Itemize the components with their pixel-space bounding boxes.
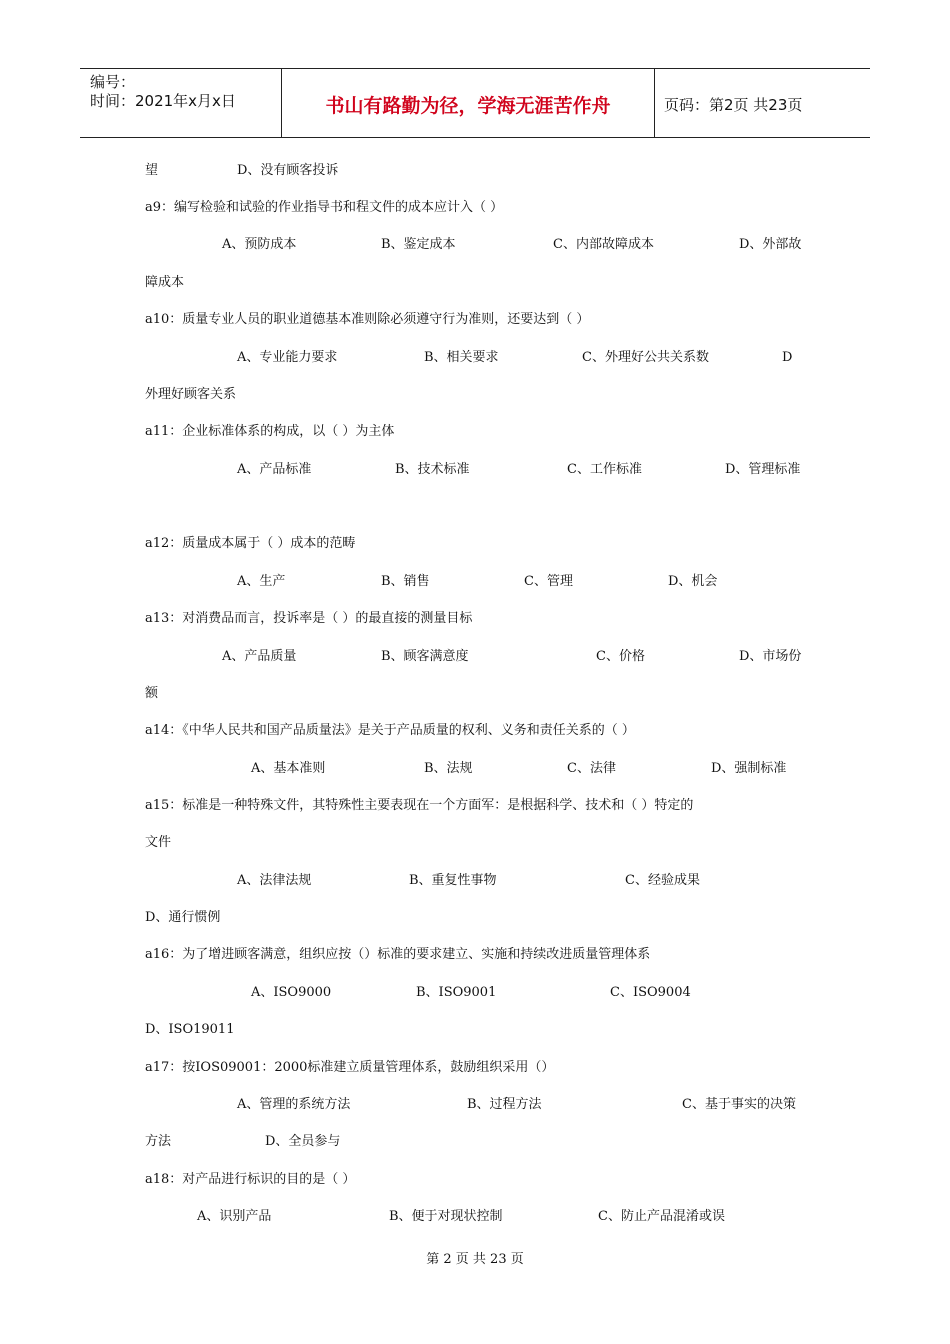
option: A、识别产品 — [197, 1209, 272, 1224]
page-footer: 第 2 页 共 23 页 — [426, 1252, 524, 1267]
option: C、防止产品混淆或误 — [598, 1209, 725, 1224]
question: a14：《中华人民共和国产品质量法》是关于产品质量的权利、义务和责任关系的（ ） — [145, 723, 635, 738]
question: a15：标准是一种特殊文件，其特殊性主要表现在一个方面军：是根据科学、技术和（ ）特定的 — [145, 798, 694, 813]
option: A、ISO9000 — [251, 985, 332, 1000]
text-line: 方法 — [145, 1134, 172, 1149]
option: B、法规 — [424, 761, 473, 776]
option: B、过程方法 — [467, 1097, 542, 1112]
question: a17：按IOS09001：2000标准建立质量管理体系，鼓励组织采用（） — [145, 1060, 555, 1075]
option: D、全员参与 — [265, 1134, 341, 1149]
header-divider — [654, 69, 655, 137]
question: a11：企业标准体系的构成，以（ ）为主体 — [145, 424, 395, 439]
option: B、便于对现状控制 — [389, 1209, 503, 1224]
option: A、预防成本 — [222, 237, 297, 252]
option: B、技术标准 — [395, 462, 470, 477]
option: D、管理标准 — [725, 462, 801, 477]
option: D、强制标准 — [711, 761, 787, 776]
header-page-label: 页码：第2页 共23页 — [664, 96, 803, 114]
option: C、基于事实的决策 — [682, 1097, 796, 1112]
page-header — [80, 68, 870, 138]
option: A、产品质量 — [222, 649, 297, 664]
option: C、经验成果 — [625, 873, 700, 888]
text-line: 望 — [145, 163, 159, 178]
option: A、生产 — [237, 574, 286, 589]
text-line: 外理好顾客关系 — [145, 387, 237, 402]
option: C、ISO9004 — [610, 985, 691, 1000]
text-line: 障成本 — [145, 275, 185, 290]
option: B、鉴定成本 — [381, 237, 456, 252]
option: C、价格 — [596, 649, 645, 664]
option: A、管理的系统方法 — [237, 1097, 351, 1112]
option: C、法律 — [567, 761, 616, 776]
doc-time-label: 时间：2021年x月x日 — [90, 92, 236, 110]
question: a13：对消费品而言，投诉率是（ ）的最直接的测量目标 — [145, 611, 473, 626]
option: A、法律法规 — [237, 873, 312, 888]
option: D、没有顾客投诉 — [237, 163, 339, 178]
option: D — [782, 350, 793, 365]
question: a10：质量专业人员的职业道德基本准则除必须遵守行为准则，还要达到（ ） — [145, 312, 590, 327]
option: D、外部故 — [739, 237, 802, 252]
option: C、工作标准 — [567, 462, 642, 477]
option: B、顾客满意度 — [381, 649, 469, 664]
option: C、管理 — [524, 574, 573, 589]
question: a16：为了增进顾客满意，组织应按（）标准的要求建立、实施和持续改进质量管理体系 — [145, 947, 651, 962]
option: B、销售 — [381, 574, 430, 589]
doc-number-label: 编号： — [90, 73, 136, 91]
option: D、机会 — [668, 574, 718, 589]
text-line: 额 — [145, 686, 159, 701]
question: a9：编写检验和试验的作业指导书和程文件的成本应计入（ ） — [145, 200, 504, 215]
option: A、产品标准 — [237, 462, 312, 477]
header-motto: 书山有路勤为径，学海无涯苦作舟 — [325, 95, 611, 117]
option: A、基本准则 — [251, 761, 326, 776]
option: D、ISO19011 — [145, 1022, 235, 1037]
option: B、重复性事物 — [409, 873, 497, 888]
header-meta — [90, 73, 236, 111]
option: A、专业能力要求 — [237, 350, 338, 365]
option: C、内部故障成本 — [553, 237, 654, 252]
option: D、市场份 — [739, 649, 802, 664]
option: B、相关要求 — [424, 350, 499, 365]
text-line: 文件 — [145, 835, 172, 850]
option: D、通行惯例 — [145, 910, 221, 925]
question: a12：质量成本属于（ ）成本的范畴 — [145, 536, 356, 551]
question: a18：对产品进行标识的目的是（ ） — [145, 1172, 356, 1187]
option: B、ISO9001 — [416, 985, 497, 1000]
option: C、外理好公共关系数 — [582, 350, 709, 365]
